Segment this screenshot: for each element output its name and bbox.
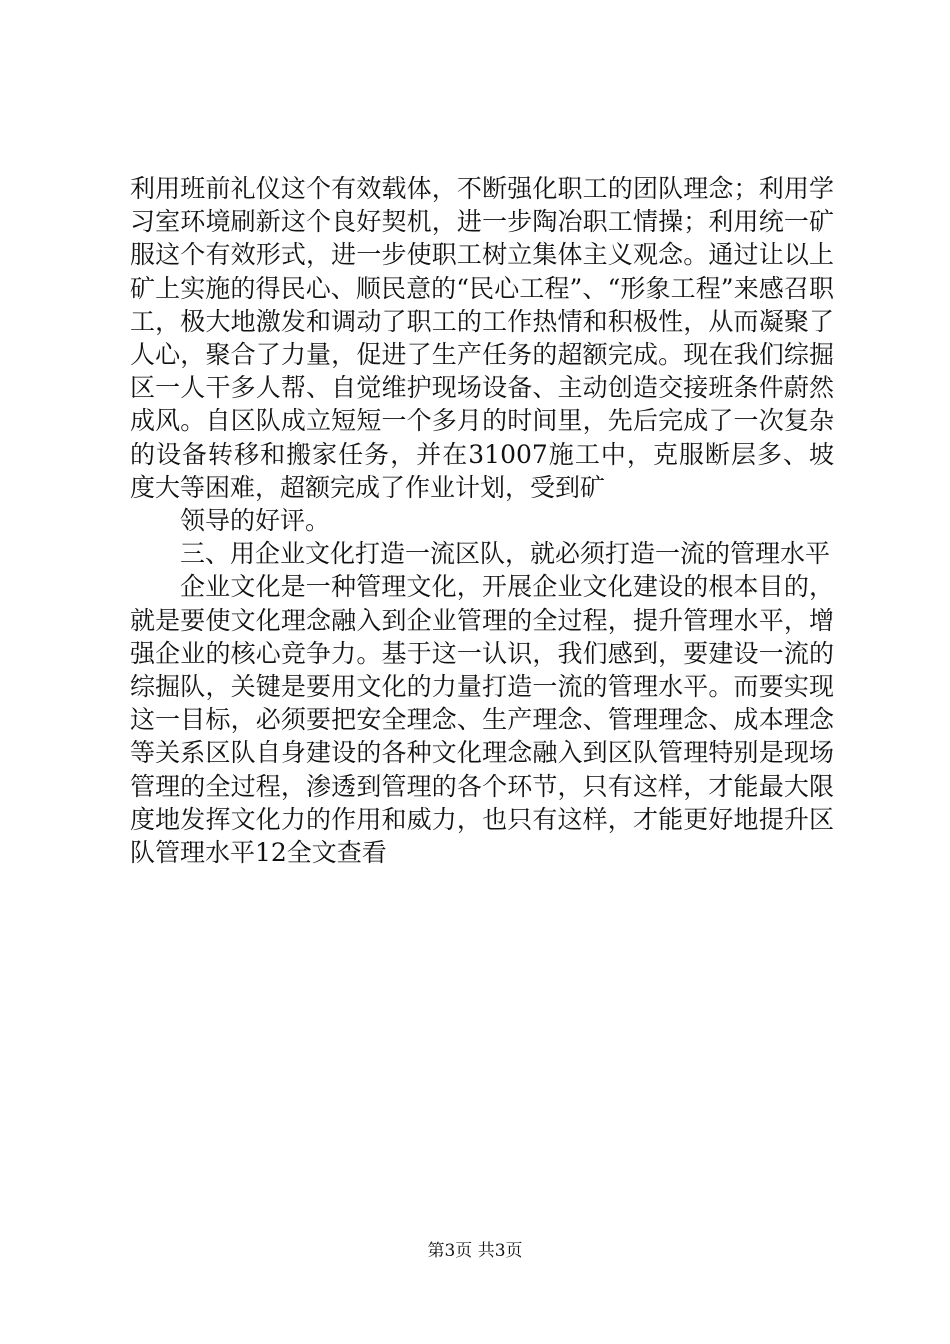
paragraph-body-1: 利用班前礼仪这个有效载体，不断强化职工的团队理念；利用学习室环境刷新这个良好契机，进一步陶冶职工情操；利用统一矿服这个有效形式，进一步使职工树立集体主义观念。通过让以上矿上实施的得民心、顺民意的“民心工程”、“形象工程”来感召职工，极大地激发和调动了职工的工作热情和积极性，从而凝聚了人心，聚合了力量，促进了生产任务的超额完成。现在我们综掘区一人干多人帮、自觉维护现场设备、主动创造交接班条件蔚然成风。自区队成立短短一个多月的时间里，先后完成了一次复杂的设备转移和搬家任务，并在31007施工中，克服断层多、坡度大等困难，超额完成了作业计划，受到矿: [130, 174, 834, 502]
page-footer: 第3页 共3页: [427, 1241, 523, 1261]
paragraph-body-3: 企业文化是一种管理文化，开展企业文化建设的根本目的，就是要使文化理念融入到企业管理的全过程，提升管理水平，增强企业的核心竞争力。基于这一认识，我们感到，要建设一流的综掘队，关键是要用文化的力量打造一流的管理水平。而要实现这一目标，必须要把安全理念、生产理念、管理理念、成本理念等关系区队自身建设的各种文化理念融入到区队管理特别是现场管理的全过程，渗透到管理的各个环节，只有这样，才能最大限度地发挥文化力的作用和威力，也只有这样，才能更好地提升区队管理水平12全文查看: [130, 572, 834, 868]
document-body: [130, 172, 834, 869]
paragraph-body-2: 领导的好评。: [180, 506, 331, 536]
section-heading: 三、用企业文化打造一流区队，就必须打造一流的管理水平: [180, 539, 831, 569]
